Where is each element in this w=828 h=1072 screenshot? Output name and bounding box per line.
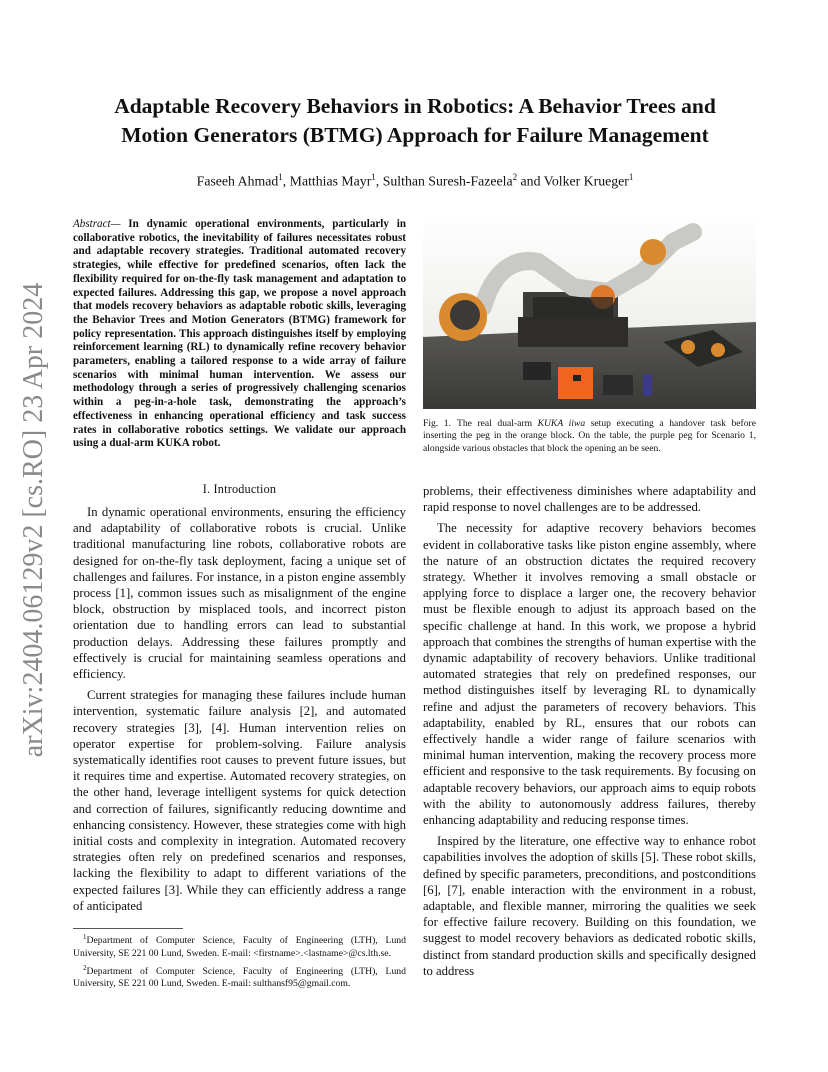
author-affiliation-mark: 2 [512,172,518,182]
author-name: Volker Krueger [543,173,629,189]
paragraph: The necessity for adaptive recovery behaviors becomes evident in collaborative tasks like piston engine assembly, where the nature of an obstruction dictates the required recovery strategy. Whether it involves removing a small obstacle or applying force to displace a larger one, the recovery behavior must be flexible enough to adjust its approach based on the specific challenge at hand. In this work, we propose a hybrid approach that combines the strengths of human expertise with the dynamic adaptability of recovery behaviors. Unlike traditional automated strategies that rely on predefined responses, our method distinguishes itself by leveraging RL to dynamically refine and adjust the parameters of recovery behaviors. This adaptability, enabled by RL, ensures that our robots can effectively handle a wider range of failure scenarios with minimal human intervention, making the recovery process more efficient and responsive to the task requirements. By focusing on adaptable recovery behaviors, our approach aims to equip robots with the ability to autonomously address failures, thereby enhancing adaptability and reducing response times. [423,521,756,828]
author-affiliation-mark: 1 [371,172,376,182]
author-name: Faseeh Ahmad [196,173,279,189]
paragraph: In dynamic operational environments, ensuring the efficiency and adaptability of collaborative robots is crucial. Unlike traditional manufacturing line robots, collaborative robots are designed for on-the-fly task deployment, facing a unique set of challenges and failures. For instance, in a piston engine assembly process [1], common issues such as misalignment of the engine block, obstruction by misplaced tools, and incorrect piston orientation due to handling errors can lead to substantial production delays. Addressing these failures promptly and effectively is crucial for maintaining seamless operations and efficiency. [73,505,406,682]
paragraph-continued: problems, their effectiveness diminishes where adaptability and rapid response to novel challenges are to be addressed. [423,484,756,515]
introduction-body [73,504,406,914]
arxiv-identifier-text: arXiv:2404.06129v2 [cs.RO] 23 Apr 2024 [18,282,49,758]
caption-text: setup executing a handover task before inserting the peg in the orange block. On the table, the purple peg for Scenario 1, alongside various obstacles that block the opening an be seen. [423,418,756,454]
figure-robot-photo [423,212,756,409]
figure-label: Fig. 1. [423,418,451,429]
caption-italic: KUKA iiwa [537,418,586,429]
footnote-text: Department of Computer Science, Faculty of Engineering (LTH), Lund University, SE 221 00 Lund, Sweden. E-mail: <firstname>.<lastname>@cs.lth.se. [73,935,406,959]
footnote-divider [73,928,183,929]
author-affiliation-mark: 1 [278,172,283,182]
footnote [73,931,406,960]
author-list: Faseeh Ahmad$^1$, Matthias Mayr$^1$, Sulthan Suresh-Fazeela$^2$ and Volker Krueger$^1$ [196,172,634,189]
author-affiliation-mark: 1 [628,172,634,182]
paragraph: Current strategies for managing these failures include human intervention, systematic failure analysis [2], and automated recovery strategies [3], [4]. Human intervention relies on operator expertise for problem-solving. Failure analysis systematically identifies root causes to prevent future issues, but it requires time and expertise. Automated recovery strategies, on the other hand, leverage intelligent systems for quick detection and correction of failures, significantly reducing downtime and enhancing consistency. However, these strategies come with high initial costs and complexity in integration. Automated recovery strategies often rely on predefined scenarios and responses, lacking the flexibility to adapt to different variations of the expected failures [3]. While they can efficiently address a range of anticipated [73,688,406,913]
arxiv-identifier-stamp [14,282,54,758]
abstract [73,218,406,451]
footnote-text: Department of Computer Science, Faculty of Engineering (LTH), Lund University, SE 221 00 Lund, Sweden. E-mail: sulthansf95@gmail.com. [73,966,406,990]
footnote [73,962,406,991]
author-name: Matthias Mayr [289,173,372,189]
paper-title: Adaptable Recovery Behaviors in Robotics: A Behavior Trees and Motion Generators (BTMG) Approach for Failure Management [114,94,716,147]
right-column-body [423,483,756,979]
footnote-mark: 1 [83,933,87,941]
caption-text: The real dual-arm [456,418,538,429]
footnote-mark: 2 [83,963,87,972]
paragraph: Inspired by the literature, one effective way to enhance robot capabilities involves the adoption of skills [5]. These robot skills, defined by specific parameters, preconditions, and postconditions [6], [7], enable interaction with the environment in a robust, adaptable, and flexible manner, mirroring the qualities we seek for effective failure recovery. Building on this foundation, we suggest to model recovery behaviors as dedicated robotic skills, distinct from standard production skills and specifically designed to address [423,834,756,978]
author-name: Sulthan Suresh-Fazeela [382,173,513,189]
abstract-lead: Abstract— [73,218,121,230]
robot-setup-illustration [423,212,756,409]
footnotes [73,931,406,991]
figure-caption [423,418,756,455]
abstract-text: In dynamic operational environments, particularly in collaborative robotics, the inevitability of failures necessitates robust and adaptable recovery strategies. Traditional automated recovery strategies, while effective for predefined scenarios, often lack the flexibility required for on-the-fly task management and adaptation to expected failures. Addressing this gap, we propose a novel approach that models recovery behaviors as adaptable robotic skills, leveraging the Behavior Trees and Motion Generators (BTMG) framework for policy representation. This approach distinguishes itself by employing reinforcement learning (RL) to dynamically refine recovery behavior parameters, enabling a tailored response to a wide array of failure scenarios with minimal human intervention. We assess our methodology through a series of progressively challenging scenarios within a peg-in-a-hole task, demonstrating the approach’s effectiveness in enhancing operational efficiency and task success rates in collaborative robotics settings. We validate our approach using a dual-arm KUKA robot. [73,218,406,450]
section-heading-introduction: I. Introduction [202,482,277,496]
